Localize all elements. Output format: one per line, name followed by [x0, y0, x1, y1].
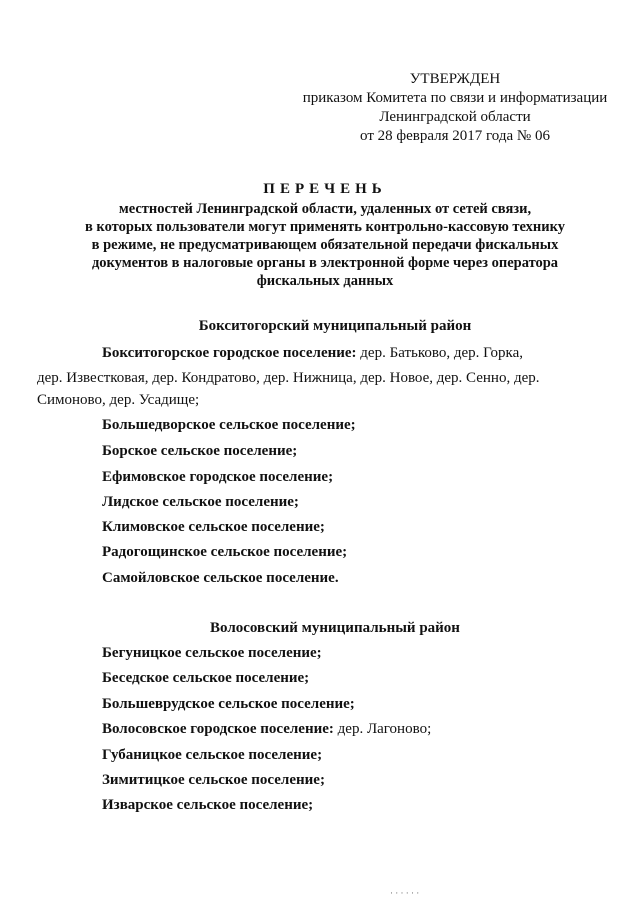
settlement-name: Радогощинское сельское поселение; [102, 544, 348, 560]
settlement-entry [102, 670, 309, 687]
settlement-name: Климовское сельское поселение; [102, 519, 325, 535]
settlement-villages-continued: Симоново, дер. Усадище; [37, 392, 200, 408]
title-line: фискальных данных [256, 273, 394, 289]
settlement-name: Волосовское городское поселение: [102, 721, 334, 737]
settlement-name: Лидское сельское поселение; [102, 494, 299, 510]
settlement-name: Изварское сельское поселение; [102, 797, 314, 813]
approval-stamp [300, 70, 610, 146]
document-title [50, 180, 600, 290]
approval-title: УТВЕРЖДЕН [409, 71, 501, 87]
settlement-entry [102, 747, 322, 764]
district-heading-volosovo: Волосовский муниципальный район [210, 620, 460, 636]
settlement-entry [102, 494, 299, 511]
settlement-name: Самойловское сельское поселение. [102, 570, 339, 586]
settlement-entry [102, 443, 297, 460]
settlement-entry [102, 417, 356, 434]
title-line: документов в налоговые органы в электронной форме через оператора [91, 255, 559, 271]
settlement-name: Беседское сельское поселение; [102, 670, 310, 686]
title-line: в которых пользователи могут применять контрольно-кассовую технику [84, 219, 566, 235]
settlement-name: Бегуницкое сельское поселение; [102, 645, 322, 661]
settlement-name: Ефимовское городское поселение; [102, 469, 334, 485]
scan-artifact: · · · · · · [390, 888, 420, 898]
settlement-villages: дер. Лагоново; [333, 721, 432, 737]
settlement-entry [102, 797, 313, 814]
settlement-entry [102, 721, 431, 738]
settlement-entry [102, 696, 355, 713]
settlement-entry [102, 570, 339, 587]
settlement-villages: дер. Батьково, дер. Горка, [356, 345, 523, 361]
title-line: местностей Ленинградской области, удаленных от сетей связи, [118, 201, 532, 217]
settlement-entry [102, 469, 333, 486]
settlement-entry [102, 772, 325, 789]
settlement-name: Большеврудское сельское поселение; [102, 696, 355, 712]
settlement-name: Большедворское сельское поселение; [102, 417, 356, 433]
settlement-name: Губаницкое сельское поселение; [102, 747, 323, 763]
settlement-name: Зимитицкое сельское поселение; [102, 772, 325, 788]
settlement-villages-continued: дер. Известковая, дер. Кондратово, дер. Нижница, дер. Новое, дер. Сенно, дер. [37, 370, 540, 386]
settlement-name: Борское сельское поселение; [102, 443, 298, 459]
settlement-entry [102, 345, 523, 362]
settlement-entry [102, 645, 322, 662]
settlement-name: Бокситогорское городское поселение: [102, 345, 357, 361]
approval-order: приказом Комитета по связи и информатизации [302, 90, 608, 106]
approval-region: Ленинградской области [379, 109, 531, 125]
settlement-entry [102, 544, 347, 561]
title-line: в режиме, не предусматривающем обязательной передачи фискальных [91, 237, 559, 253]
title-heading: ПЕРЕЧЕНЬ [263, 181, 387, 197]
district-heading-boksitogorsk: Бокситогорский муниципальный район [198, 318, 472, 334]
settlement-entry [102, 519, 325, 536]
approval-date: от 28 февраля 2017 года № 06 [360, 128, 550, 144]
